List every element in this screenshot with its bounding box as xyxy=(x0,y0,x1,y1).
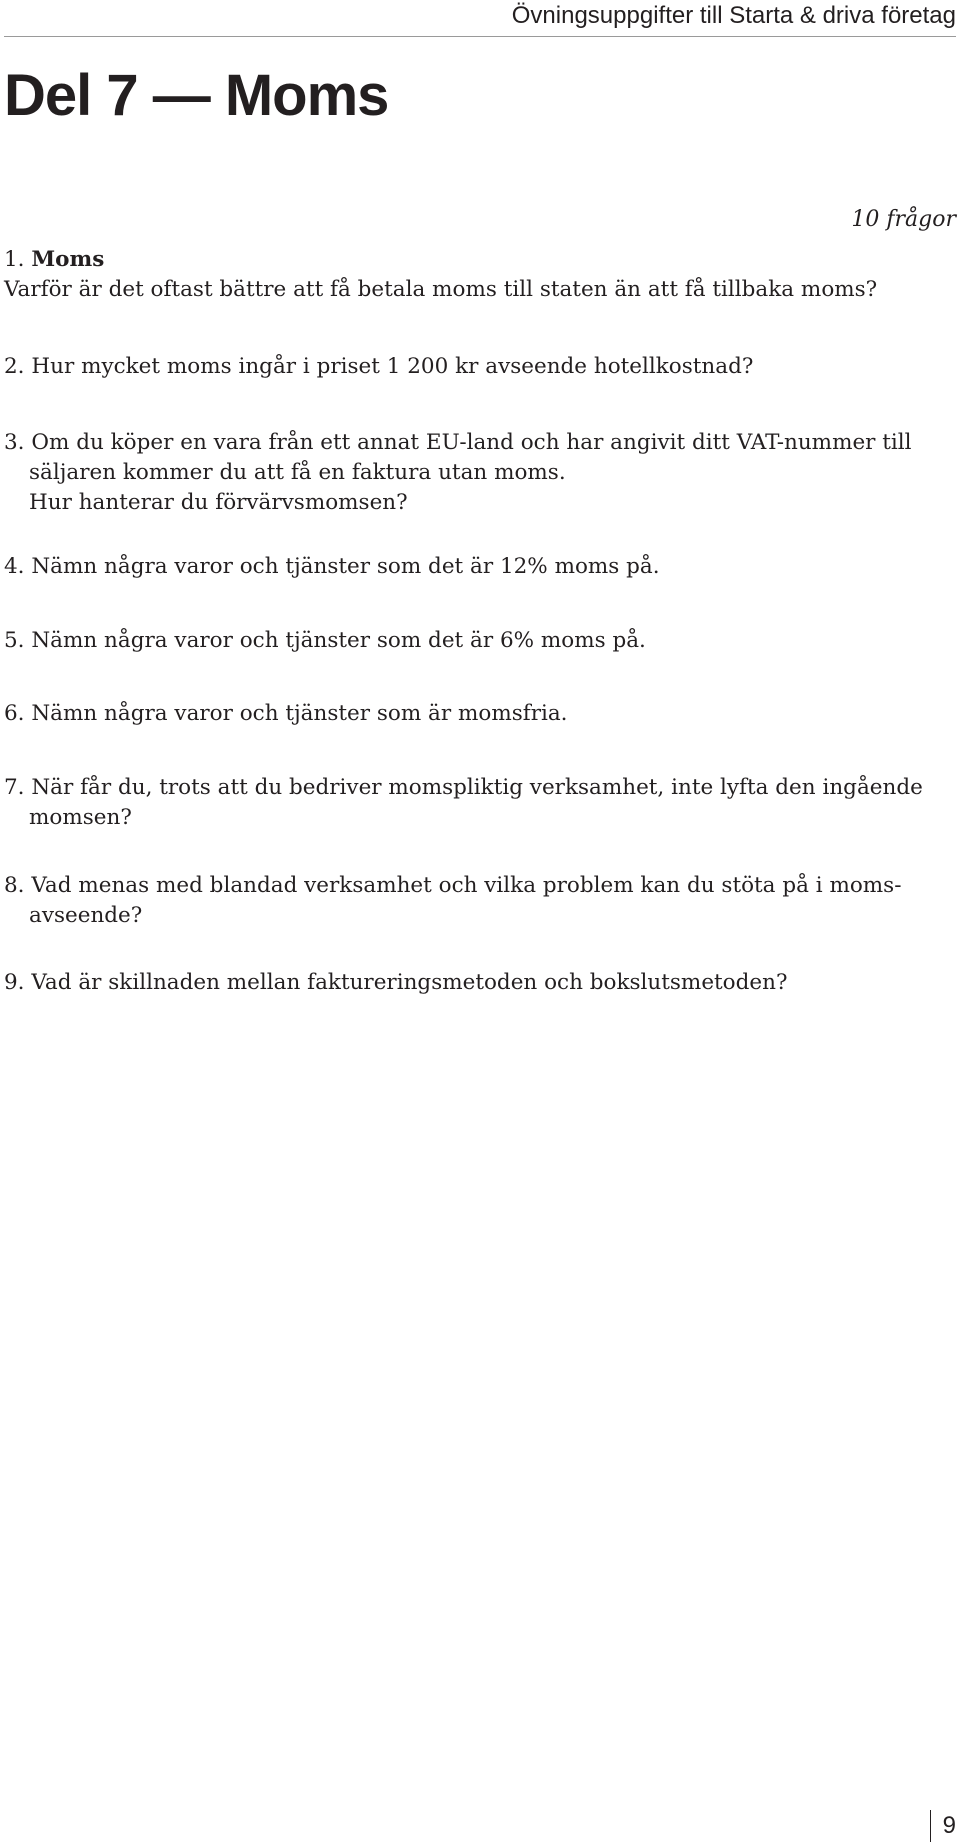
question-number: 9. xyxy=(4,970,25,995)
question-4 xyxy=(4,552,944,582)
question-9 xyxy=(4,968,944,998)
question-line xyxy=(4,871,944,901)
question-6 xyxy=(4,699,944,729)
question-1 xyxy=(4,245,944,305)
question-text: Varför är det oftast bättre att få betala moms till staten än att få tillbaka moms? xyxy=(4,277,878,302)
question-2 xyxy=(4,352,944,382)
question-text: momsen? xyxy=(29,805,132,830)
question-line xyxy=(4,626,944,656)
question-heading: Moms xyxy=(31,247,105,272)
question-line xyxy=(4,699,944,729)
question-number: 8. xyxy=(4,873,25,898)
question-line xyxy=(4,773,944,803)
page-number-divider xyxy=(930,1810,931,1842)
question-count: 10 frågor xyxy=(851,207,956,232)
question-line xyxy=(4,968,944,998)
question-text: säljaren kommer du att få en faktura utan moms. xyxy=(29,460,566,485)
question-number: 5. xyxy=(4,628,25,653)
question-text: Vad menas med blandad verksamhet och vilka problem kan du stöta på i moms- xyxy=(31,873,902,898)
question-8 xyxy=(4,871,944,931)
question-text: avseende? xyxy=(29,903,143,928)
question-number: 1. xyxy=(4,247,25,272)
header-rule xyxy=(4,36,956,37)
question-number: 3. xyxy=(4,430,25,455)
page-number: 9 xyxy=(942,1812,956,1839)
question-line xyxy=(4,552,944,582)
question-line xyxy=(4,428,944,458)
page-footer xyxy=(930,1810,956,1842)
question-text: Vad är skillnaden mellan faktureringsmetoden och bokslutsmetoden? xyxy=(31,970,788,995)
question-text: Nämn några varor och tjänster som det är 12% moms på. xyxy=(31,554,660,579)
question-text: Nämn några varor och tjänster som det är 6% moms på. xyxy=(31,628,646,653)
question-text: Hur mycket moms ingår i priset 1 200 kr avseende hotellkostnad? xyxy=(31,354,754,379)
question-text: När får du, trots att du bedriver momspliktig verksamhet, inte lyfta den ingående xyxy=(31,775,923,800)
question-number: 4. xyxy=(4,554,25,579)
question-text: Hur hanterar du förvärvsmomsen? xyxy=(29,490,408,515)
question-1-heading-line xyxy=(4,245,944,275)
question-text: Nämn några varor och tjänster som är momsfria. xyxy=(31,701,568,726)
question-5 xyxy=(4,626,944,656)
question-line xyxy=(4,352,944,382)
running-head: Övningsuppgifter till Starta & driva företag xyxy=(511,2,956,29)
question-3 xyxy=(4,428,944,518)
question-text: Om du köper en vara från ett annat EU-land och har angivit ditt VAT-nummer till xyxy=(31,430,912,455)
chapter-title: Del 7 — Moms xyxy=(4,63,389,128)
question-number: 2. xyxy=(4,354,25,379)
question-number: 7. xyxy=(4,775,25,800)
question-number: 6. xyxy=(4,701,25,726)
question-7 xyxy=(4,773,944,833)
